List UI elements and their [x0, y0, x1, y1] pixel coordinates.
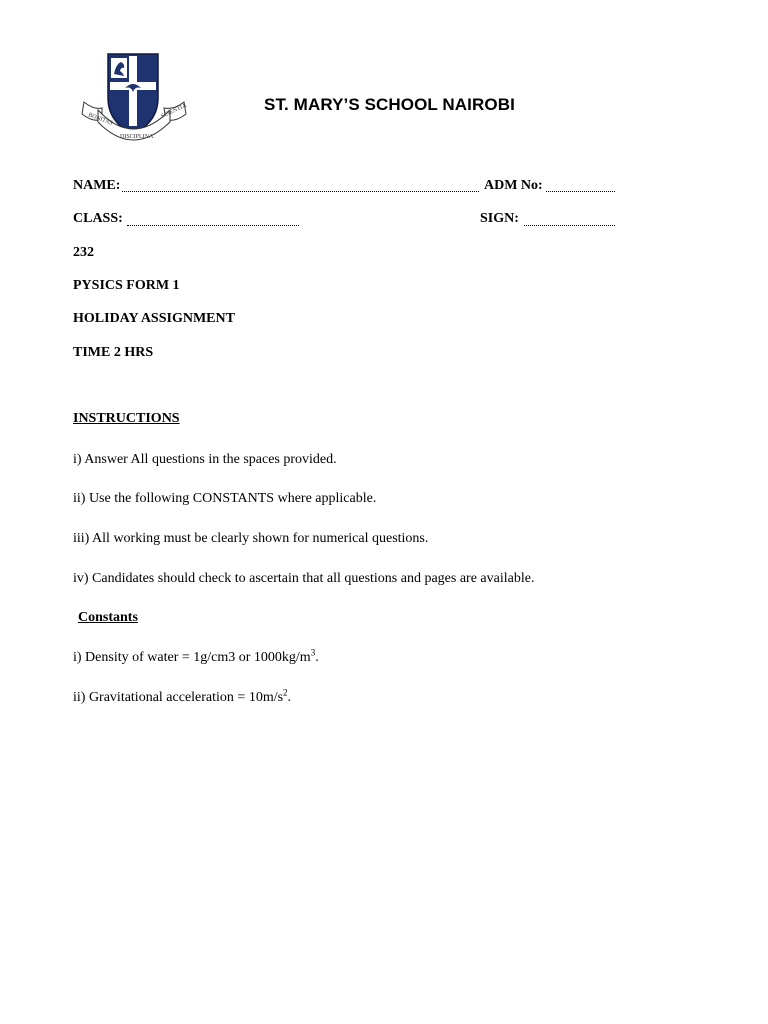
- name-label: NAME:: [73, 178, 121, 193]
- class-label: CLASS:: [73, 211, 123, 226]
- adm-field[interactable]: [546, 191, 615, 192]
- crest-motto-left: BONITAS: [87, 112, 114, 127]
- constant-gravity-text: ii) Gravitational acceleration = 10m/s: [73, 690, 284, 705]
- instruction-item: iv) Candidates should check to ascertain that all questions and pages are available.: [73, 571, 535, 586]
- instructions-heading: INSTRUCTIONS: [73, 411, 180, 426]
- instruction-item: ii) Use the following CONSTANTS where applicable.: [73, 491, 377, 506]
- name-field[interactable]: [122, 191, 479, 192]
- school-name: ST. MARY’S SCHOOL NAIROBI: [264, 95, 515, 114]
- sign-field[interactable]: [524, 225, 615, 226]
- constant-gravity-exponent: 2: [283, 687, 288, 698]
- constant-density-exponent: 3: [310, 647, 316, 658]
- paper-subject: PYSICS FORM 1: [73, 278, 180, 293]
- constant-density-end: .: [315, 650, 319, 665]
- instruction-item: iii) All working must be clearly shown for numerical questions.: [73, 531, 429, 546]
- class-field[interactable]: [127, 225, 299, 226]
- constant-gravity-end: .: [287, 690, 292, 705]
- crest-motto-right: SCIENTIA: [160, 102, 188, 120]
- paper-code: 232: [73, 245, 94, 260]
- constant-density: [73, 647, 319, 666]
- sign-label: SIGN:: [480, 211, 519, 226]
- constants-heading: Constants: [78, 610, 138, 625]
- school-crest-logo: [80, 52, 188, 142]
- instruction-item: i) Answer All questions in the spaces provided.: [73, 452, 337, 467]
- crest-motto-center: DISCIPLINA: [120, 134, 154, 140]
- paper-time: TIME 2 HRS: [73, 345, 154, 360]
- constant-gravity: [73, 687, 292, 706]
- adm-label: ADM No:: [484, 178, 543, 193]
- constant-density-text: i) Density of water = 1g/cm3 or 1000kg/m: [73, 650, 311, 665]
- paper-type: HOLIDAY ASSIGNMENT: [73, 311, 235, 326]
